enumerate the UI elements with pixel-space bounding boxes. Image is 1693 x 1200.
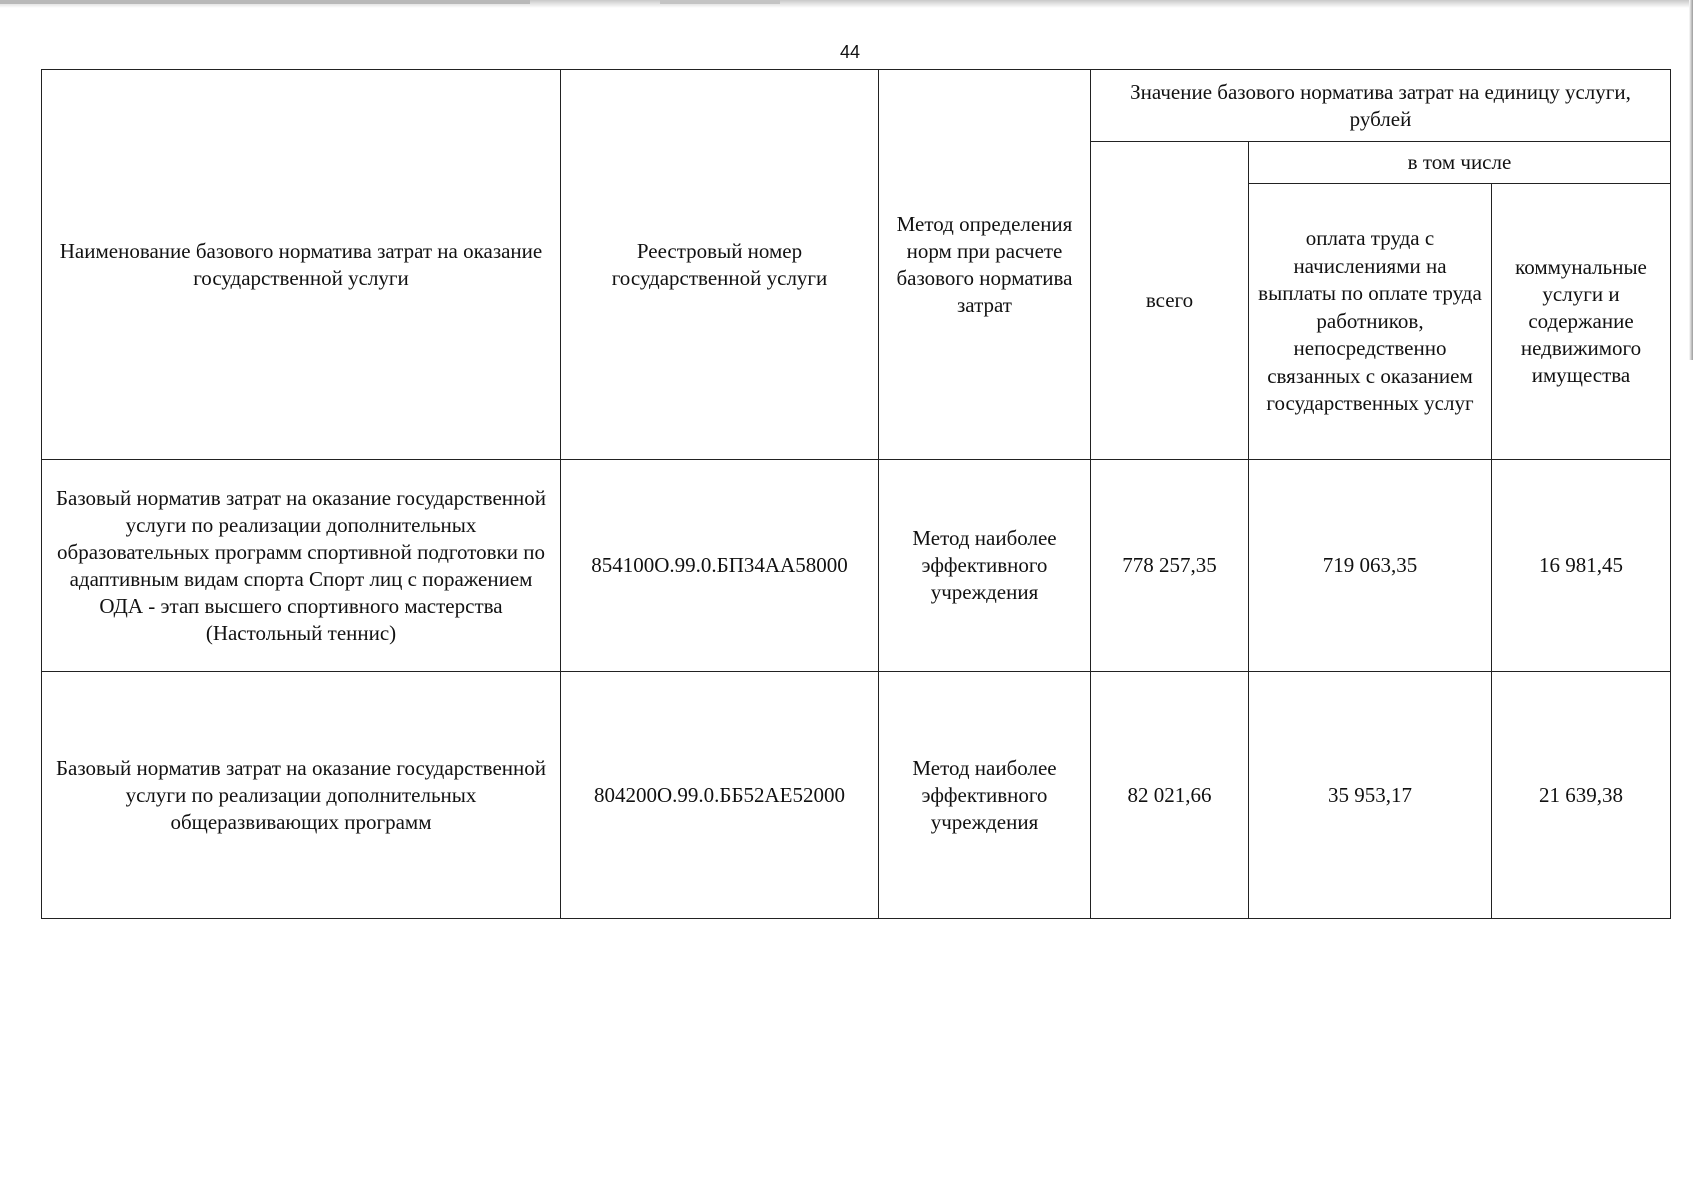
header-utilities: коммунальные услуги и содержание недвижимого имущества: [1492, 184, 1671, 460]
scan-artifact: [660, 0, 780, 4]
cell-total: 82 021,66: [1091, 672, 1249, 919]
header-name: Наименование базового норматива затрат на оказание государственной услуги: [42, 70, 561, 460]
scan-edge-right: [1689, 0, 1693, 360]
table-row: [42, 460, 1671, 672]
cell-method: Метод наиболее эффективного учреждения: [879, 672, 1091, 919]
header-row: [42, 70, 1671, 142]
table-row: [42, 672, 1671, 919]
header-labor: оплата труда с начислениями на выплаты по оплате труда работников, непосредственно связанных с оказанием государственных услуг: [1249, 184, 1492, 460]
cell-utilities: 16 981,45: [1492, 460, 1671, 672]
cell-utilities: 21 639,38: [1492, 672, 1671, 919]
header-value-group: Значение базового норматива затрат на единицу услуги, рублей: [1091, 70, 1671, 142]
cost-norm-table: [41, 69, 1671, 919]
page-number: 44: [839, 42, 861, 62]
scan-artifact: [0, 0, 530, 4]
cell-labor: 719 063,35: [1249, 460, 1492, 672]
cell-registry: 854100О.99.0.БП34АА58000: [561, 460, 879, 672]
cell-name: Базовый норматив затрат на оказание государственной услуги по реализации дополнительных общеразвивающих программ: [42, 672, 561, 919]
header-registry: Реестровый номер государственной услуги: [561, 70, 879, 460]
scan-edge-top: [0, 0, 1693, 8]
header-total: всего: [1091, 142, 1249, 460]
header-method: Метод определения норм при расчете базового норматива затрат: [879, 70, 1091, 460]
cell-registry: 804200О.99.0.ББ52АЕ52000: [561, 672, 879, 919]
cell-method: Метод наиболее эффективного учреждения: [879, 460, 1091, 672]
header-including: в том числе: [1249, 142, 1671, 184]
cell-labor: 35 953,17: [1249, 672, 1492, 919]
cell-total: 778 257,35: [1091, 460, 1249, 672]
cell-name: Базовый норматив затрат на оказание государственной услуги по реализации дополнительных образовательных программ спортивной подготовки по адаптивным видам спорта Спорт лиц с поражением ОДА - этап высшего спортивного мастерства (Настольный теннис): [42, 460, 561, 672]
